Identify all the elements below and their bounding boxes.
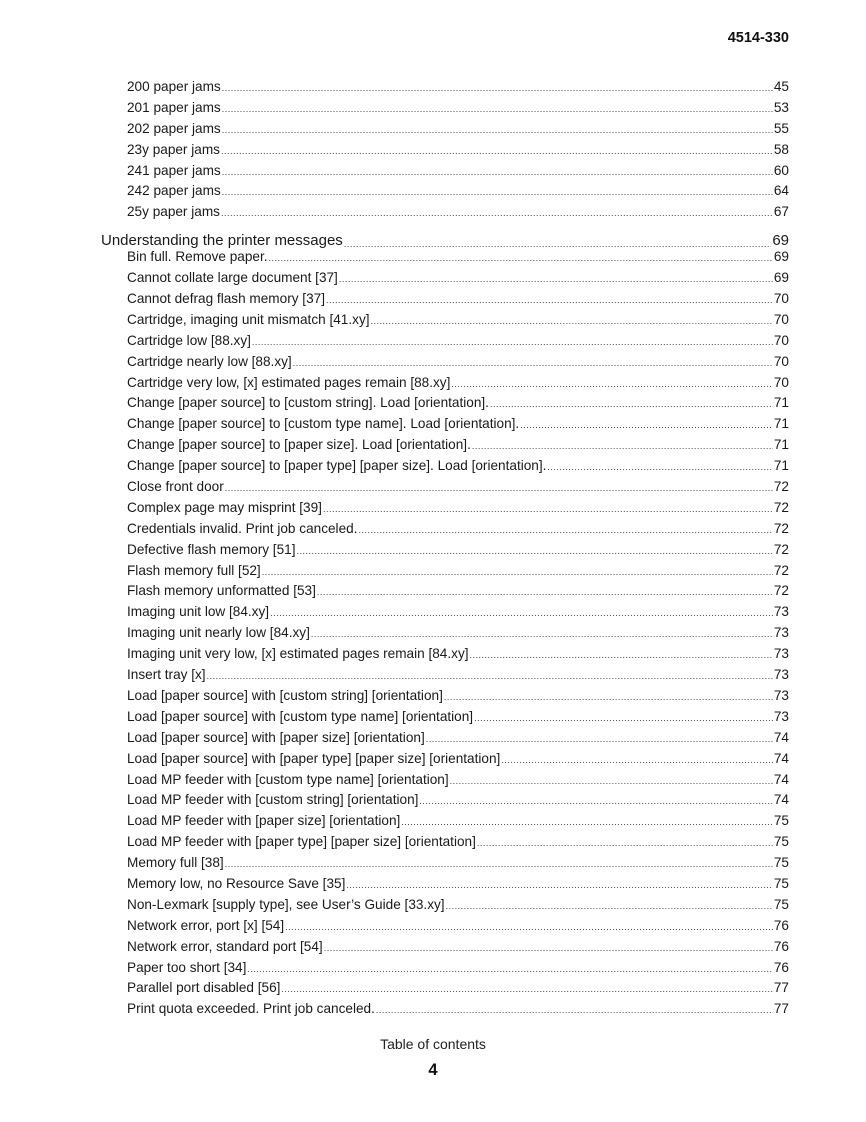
dot-leader [247, 964, 772, 974]
toc-entry-title: Understanding the printer messages [101, 232, 343, 250]
toc-entry[interactable] [101, 646, 789, 667]
dot-leader [262, 567, 773, 577]
toc-entry[interactable] [101, 855, 789, 876]
toc-entry-title: Change [paper source] to [paper type] [paper size]. Load [orientation]. [127, 458, 547, 474]
dot-leader [323, 504, 773, 514]
dot-leader [344, 239, 772, 249]
dot-leader [222, 167, 773, 177]
toc-entry-page: 73 [773, 625, 789, 641]
toc-entry[interactable] [101, 730, 789, 751]
toc-entry-title: Change [paper source] to [custom string]. Load [orientation]. [127, 395, 489, 411]
toc-entry[interactable] [101, 437, 789, 458]
toc-entry-title: Complex page may misprint [39] [127, 499, 322, 515]
dot-leader [477, 838, 773, 848]
toc-entry-title: Insert tray [x] [127, 667, 206, 683]
dot-leader [252, 337, 773, 347]
toc-entry-title: Defective flash memory [51] [127, 541, 296, 557]
toc-entry-title: Flash memory full [52] [127, 562, 261, 578]
toc-entry-title: Load MP feeder with [paper size] [orientation] [127, 813, 401, 829]
toc-entry[interactable] [101, 333, 789, 354]
toc-entry-page: 60 [773, 162, 789, 178]
toc-entry-page: 70 [773, 353, 789, 369]
dot-leader [296, 546, 772, 556]
toc-entry-page: 75 [773, 896, 789, 912]
toc-entry-title: Change [paper source] to [custom type name]. Load [orientation]. [127, 416, 520, 432]
toc-entry[interactable] [101, 1001, 789, 1022]
toc-entry-title: 202 paper jams [127, 120, 221, 136]
toc-entry[interactable] [101, 121, 789, 142]
toc-entry-title: Load [paper source] with [paper size] [orientation] [127, 729, 425, 745]
dot-leader [501, 755, 773, 765]
toc-entry[interactable] [101, 751, 789, 772]
toc-entry[interactable] [101, 163, 789, 184]
toc-entry-page: 67 [773, 204, 789, 220]
toc-entry-page: 64 [773, 183, 789, 199]
toc-entry[interactable] [101, 458, 789, 479]
toc-entry[interactable] [101, 204, 789, 225]
toc-entry-page: 73 [773, 667, 789, 683]
toc-entry-page: 58 [773, 141, 789, 157]
dot-leader [547, 462, 772, 472]
toc-entry-page: 71 [773, 395, 789, 411]
toc-entry-page: 75 [773, 834, 789, 850]
dot-leader [293, 358, 773, 368]
toc-entry-page: 72 [773, 479, 789, 495]
toc-section-entry[interactable] [101, 225, 789, 249]
toc-entry-title: Load MP feeder with [custom type name] [orientation] [127, 771, 449, 787]
toc-entry[interactable] [101, 354, 789, 375]
dot-leader [401, 817, 773, 827]
dot-leader [326, 295, 773, 305]
toc-entry-page: 74 [773, 729, 789, 745]
toc-entry[interactable] [101, 312, 789, 333]
dot-leader [444, 692, 773, 702]
toc-entry[interactable] [101, 688, 789, 709]
toc-entry-title: Non-Lexmark [supply type], see User’s Guide [33.xy] [127, 896, 445, 912]
page-number: 4 [428, 1061, 438, 1079]
toc-entry-title: Flash memory unformatted [53] [127, 583, 316, 599]
toc-entry-page: 73 [773, 687, 789, 703]
toc-entry-title: Cannot defrag flash memory [37] [127, 291, 325, 307]
toc-entry-page: 76 [773, 959, 789, 975]
toc-entry[interactable] [101, 709, 789, 730]
dot-leader [446, 901, 773, 911]
toc-entry-page: 69 [773, 270, 789, 286]
toc-entry[interactable] [101, 183, 789, 204]
dot-leader [324, 943, 773, 953]
dot-leader [472, 441, 773, 451]
toc-entry[interactable] [101, 897, 789, 918]
toc-entry-page: 72 [773, 583, 789, 599]
dot-leader [339, 274, 773, 284]
toc-entry[interactable] [101, 792, 789, 813]
dot-leader [281, 984, 772, 994]
toc-entry[interactable] [101, 939, 789, 960]
toc-entry-title: Close front door [127, 479, 224, 495]
toc-entry[interactable] [101, 416, 789, 437]
toc-entry-page: 73 [773, 604, 789, 620]
dot-leader [221, 208, 773, 218]
dot-leader [346, 880, 773, 890]
toc-entry[interactable] [101, 291, 789, 312]
toc-entry[interactable] [101, 100, 789, 121]
dot-leader [222, 187, 773, 197]
toc-entry[interactable] [101, 583, 789, 604]
toc-entry-title: Imaging unit nearly low [84.xy] [127, 625, 310, 641]
toc-entry-title: Cannot collate large document [37] [127, 270, 338, 286]
dot-leader [285, 922, 773, 932]
toc-entry-page: 75 [773, 875, 789, 891]
dot-leader [221, 146, 773, 156]
toc-entry-page: 69 [773, 249, 789, 265]
dot-leader [451, 379, 773, 389]
dot-leader [317, 587, 773, 597]
toc-entry-title: Change [paper source] to [paper size]. Load [orientation]. [127, 437, 471, 453]
toc-entry-title: Load [paper source] with [custom string] [orientation] [127, 687, 443, 703]
toc-entry-title: Memory low, no Resource Save [35] [127, 875, 346, 891]
toc-entry-title: Load [paper source] with [custom type name] [orientation] [127, 708, 474, 724]
toc-entry-page: 72 [773, 520, 789, 536]
toc-entry-page: 71 [773, 437, 789, 453]
dot-leader [222, 125, 773, 135]
toc-entry-title: 200 paper jams [127, 79, 221, 94]
toc-entry-title: 23y paper jams [127, 141, 220, 157]
toc-entry[interactable] [101, 563, 789, 584]
toc-entry-page: 76 [773, 938, 789, 954]
toc-entry-page: 70 [773, 332, 789, 348]
toc-entry-title: Memory full [38] [127, 855, 224, 871]
toc-entry[interactable] [101, 79, 789, 100]
toc-entry[interactable] [101, 500, 789, 521]
toc-entry[interactable] [101, 834, 789, 855]
toc-entry-title: Network error, port [x] [54] [127, 917, 285, 933]
document-id: 4514-330 [727, 30, 789, 46]
toc-entry-page: 70 [773, 374, 789, 390]
toc-entry-title: Paper too short [34] [127, 959, 247, 975]
toc-entry-page: 73 [773, 646, 789, 662]
toc-entry[interactable] [101, 772, 789, 793]
toc-entry[interactable] [101, 667, 789, 688]
dot-leader [222, 83, 773, 93]
dot-leader [450, 776, 773, 786]
toc-entry-title: Network error, standard port [54] [127, 938, 323, 954]
toc-entry-page: 71 [773, 416, 789, 432]
toc-entry-page: 72 [773, 562, 789, 578]
toc-entry[interactable] [101, 521, 789, 542]
toc-entry-title: Load [paper source] with [paper type] [paper size] [orientation] [127, 750, 501, 766]
toc-entry-page: 76 [773, 917, 789, 933]
toc-entry-title: Cartridge, imaging unit mismatch [41.xy] [127, 311, 370, 327]
toc-entry[interactable] [101, 249, 789, 270]
dot-leader [358, 525, 772, 535]
toc-entry-page: 71 [773, 458, 789, 474]
toc-entry[interactable] [101, 542, 789, 563]
table-of-contents [101, 79, 789, 1022]
dot-leader [207, 671, 773, 681]
toc-entry-title: 25y paper jams [127, 204, 220, 220]
toc-entry[interactable] [101, 960, 789, 981]
toc-entry-title: Bin full. Remove paper. [127, 249, 268, 265]
toc-entry[interactable] [101, 918, 789, 939]
toc-entry-title: Print quota exceeded. Print job canceled. [127, 1001, 375, 1017]
toc-entry-page: 77 [773, 980, 789, 996]
toc-entry-page: 70 [773, 311, 789, 327]
toc-entry-page: 69 [772, 232, 789, 250]
toc-entry-page: 74 [773, 771, 789, 787]
footer-label: Table of contents [380, 1036, 486, 1052]
toc-entry-page: 74 [773, 792, 789, 808]
toc-entry[interactable] [101, 625, 789, 646]
toc-entry-page: 53 [773, 99, 789, 115]
toc-entry[interactable] [101, 142, 789, 163]
toc-entry[interactable] [101, 604, 789, 625]
toc-entry-title: Cartridge low [88.xy] [127, 332, 251, 348]
toc-entry-title: Parallel port disabled [56] [127, 980, 281, 996]
toc-entry-title: Cartridge very low, [x] estimated pages remain [88.xy] [127, 374, 451, 390]
dot-leader [376, 1005, 773, 1015]
dot-leader [225, 859, 773, 869]
toc-entry-page: 73 [773, 708, 789, 724]
toc-entry[interactable] [101, 479, 789, 500]
toc-entry-page: 75 [773, 813, 789, 829]
toc-entry-page: 75 [773, 855, 789, 871]
toc-entry-title: Load MP feeder with [custom string] [orientation] [127, 792, 419, 808]
toc-entry-page: 55 [773, 120, 789, 136]
toc-entry-title: Imaging unit very low, [x] estimated pages remain [84.xy] [127, 646, 469, 662]
dot-leader [470, 650, 773, 660]
dot-leader [371, 316, 773, 326]
toc-entry-title: 201 paper jams [127, 99, 221, 115]
toc-entry-title: 242 paper jams [127, 183, 221, 199]
dot-leader [520, 420, 773, 430]
toc-entry[interactable] [101, 395, 789, 416]
dot-leader [269, 253, 773, 263]
dot-leader [225, 483, 773, 493]
toc-entry[interactable] [101, 270, 789, 291]
dot-leader [426, 734, 773, 744]
toc-entry[interactable] [101, 980, 789, 1001]
toc-entry[interactable] [101, 813, 789, 834]
dot-leader [419, 796, 772, 806]
dot-leader [222, 104, 773, 114]
toc-entry-page: 45 [773, 79, 789, 94]
toc-entry-title: Cartridge nearly low [88.xy] [127, 353, 292, 369]
toc-entry-page: 77 [773, 1001, 789, 1017]
toc-entry-page: 72 [773, 541, 789, 557]
dot-leader [474, 713, 773, 723]
dot-leader [490, 399, 773, 409]
toc-entry-title: Imaging unit low [84.xy] [127, 604, 270, 620]
toc-entry-page: 74 [773, 750, 789, 766]
toc-entry-title: 241 paper jams [127, 162, 221, 178]
toc-entry[interactable] [101, 876, 789, 897]
toc-entry-title: Credentials invalid. Print job canceled. [127, 520, 358, 536]
toc-entry-page: 72 [773, 499, 789, 515]
dot-leader [311, 629, 773, 639]
toc-entry[interactable] [101, 375, 789, 396]
dot-leader [270, 608, 773, 618]
toc-entry-title: Load MP feeder with [paper type] [paper size] [orientation] [127, 834, 476, 850]
toc-entry-page: 70 [773, 291, 789, 307]
